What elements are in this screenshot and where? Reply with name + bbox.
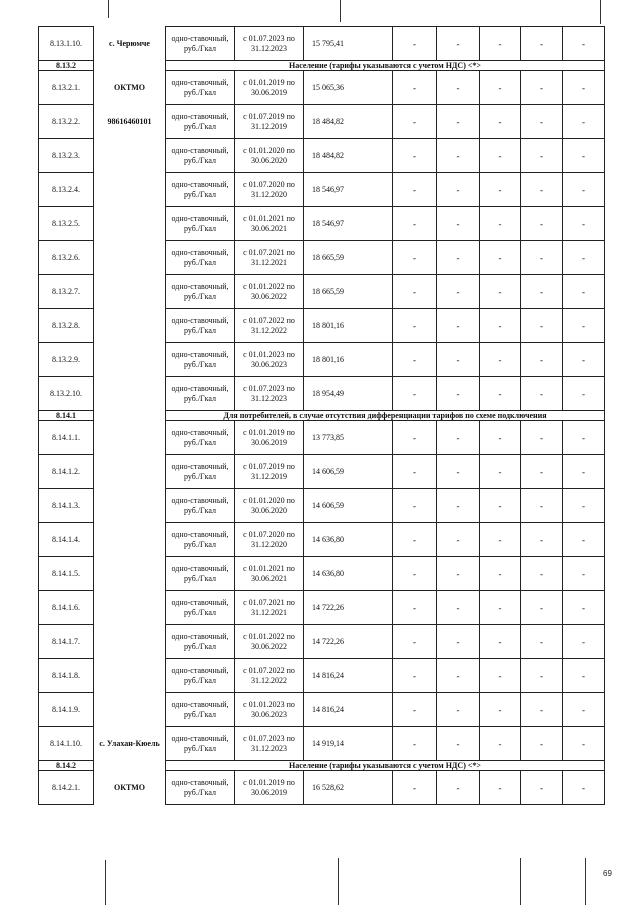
rate-type: одно-ставочный, руб./Гкал [166, 771, 235, 805]
empty-dash-cell: - [521, 105, 563, 139]
rate-type: одно-ставочный, руб./Гкал [166, 455, 235, 489]
settlement-cell [94, 591, 166, 625]
tariff-value: 14 636,80 [304, 523, 393, 557]
empty-dash-cell: - [521, 625, 563, 659]
tariff-row [39, 27, 605, 61]
rate-type: одно-ставочный, руб./Гкал [166, 625, 235, 659]
row-code: 8.14.1.9. [39, 693, 94, 727]
validity-period: с 01.01.2022 по 30.06.2022 [235, 275, 304, 309]
empty-dash-cell: - [437, 455, 480, 489]
empty-dash-cell: - [393, 207, 437, 241]
rate-type: одно-ставочный, руб./Гкал [166, 71, 235, 105]
rate-type: одно-ставочный, руб./Гкал [166, 241, 235, 275]
settlement-cell [94, 625, 166, 659]
rate-type: одно-ставочный, руб./Гкал [166, 275, 235, 309]
empty-dash-cell: - [393, 377, 437, 411]
settlement-cell [94, 523, 166, 557]
empty-dash-cell: - [480, 275, 521, 309]
rate-type: одно-ставочный, руб./Гкал [166, 343, 235, 377]
rate-type: одно-ставочный, руб./Гкал [166, 139, 235, 173]
tariff-value: 18 484,82 [304, 105, 393, 139]
empty-dash-cell: - [393, 139, 437, 173]
settlement-cell: 98616460101 [94, 105, 166, 139]
scan-artifact [600, 0, 601, 24]
validity-period: с 01.07.2022 по 31.12.2022 [235, 659, 304, 693]
row-code: 8.13.2.5. [39, 207, 94, 241]
tariff-row [39, 71, 605, 105]
empty-dash-cell: - [480, 591, 521, 625]
empty-dash-cell: - [393, 275, 437, 309]
rate-type: одно-ставочный, руб./Гкал [166, 693, 235, 727]
empty-dash-cell: - [437, 27, 480, 61]
empty-dash-cell: - [563, 71, 605, 105]
tariff-value: 14 816,24 [304, 659, 393, 693]
validity-period: с 01.01.2020 по 30.06.2020 [235, 139, 304, 173]
tariff-table-body [39, 27, 605, 805]
settlement-cell: с. Улахан-Кюель [94, 727, 166, 761]
empty-dash-cell: - [563, 557, 605, 591]
empty-dash-cell: - [480, 343, 521, 377]
empty-dash-cell: - [563, 139, 605, 173]
rate-type: одно-ставочный, руб./Гкал [166, 421, 235, 455]
row-code: 8.14.1.10. [39, 727, 94, 761]
empty-dash-cell: - [563, 377, 605, 411]
empty-dash-cell: - [521, 489, 563, 523]
empty-dash-cell: - [437, 693, 480, 727]
scan-artifact [585, 858, 586, 905]
empty-dash-cell: - [393, 659, 437, 693]
tariff-value: 16 528,62 [304, 771, 393, 805]
empty-dash-cell: - [480, 105, 521, 139]
tariff-value: 14 722,26 [304, 591, 393, 625]
empty-dash-cell: - [563, 241, 605, 275]
empty-dash-cell: - [393, 771, 437, 805]
tariff-row [39, 727, 605, 761]
tariff-table [38, 26, 605, 805]
empty-dash-cell: - [437, 625, 480, 659]
empty-dash-cell: - [393, 489, 437, 523]
validity-period: с 01.07.2021 по 31.12.2021 [235, 591, 304, 625]
settlement-cell [94, 241, 166, 275]
settlement-cell [94, 693, 166, 727]
empty-dash-cell: - [480, 727, 521, 761]
tariff-row [39, 173, 605, 207]
validity-period: с 01.01.2021 по 30.06.2021 [235, 557, 304, 591]
empty-dash-cell: - [563, 105, 605, 139]
settlement-cell [94, 309, 166, 343]
settlement-cell [94, 377, 166, 411]
empty-dash-cell: - [521, 659, 563, 693]
empty-dash-cell: - [563, 27, 605, 61]
empty-dash-cell: - [563, 489, 605, 523]
empty-dash-cell: - [437, 421, 480, 455]
empty-dash-cell: - [480, 309, 521, 343]
settlement-cell: с. Черюмче [94, 27, 166, 61]
validity-period: с 01.01.2020 по 30.06.2020 [235, 489, 304, 523]
empty-dash-cell: - [521, 591, 563, 625]
tariff-value: 18 801,16 [304, 343, 393, 377]
empty-dash-cell: - [521, 207, 563, 241]
section-header-row [39, 61, 605, 71]
tariff-row [39, 105, 605, 139]
row-code: 8.14.1.4. [39, 523, 94, 557]
row-code: 8.13.2.6. [39, 241, 94, 275]
empty-dash-cell: - [521, 139, 563, 173]
validity-period: с 01.07.2021 по 31.12.2021 [235, 241, 304, 275]
empty-dash-cell: - [437, 173, 480, 207]
empty-dash-cell: - [480, 71, 521, 105]
tariff-table-page [38, 26, 604, 805]
empty-dash-cell: - [563, 455, 605, 489]
tariff-value: 14 722,26 [304, 625, 393, 659]
empty-dash-cell: - [393, 625, 437, 659]
empty-dash-cell: - [521, 309, 563, 343]
empty-dash-cell: - [521, 275, 563, 309]
empty-dash-cell: - [563, 771, 605, 805]
settlement-cell [94, 489, 166, 523]
empty-dash-cell: - [480, 455, 521, 489]
empty-dash-cell: - [393, 71, 437, 105]
tariff-row [39, 489, 605, 523]
rate-type: одно-ставочный, руб./Гкал [166, 727, 235, 761]
validity-period: с 01.07.2019 по 31.12.2019 [235, 105, 304, 139]
empty-dash-cell: - [393, 455, 437, 489]
section-header-row [39, 761, 605, 771]
tariff-row [39, 139, 605, 173]
row-code: 8.13.2.3. [39, 139, 94, 173]
settlement-cell [94, 343, 166, 377]
tariff-value: 14 606,59 [304, 455, 393, 489]
empty-dash-cell: - [563, 207, 605, 241]
empty-dash-cell: - [480, 173, 521, 207]
tariff-value: 13 773,85 [304, 421, 393, 455]
settlement-cell [94, 557, 166, 591]
empty-dash-cell: - [521, 455, 563, 489]
scan-artifact [520, 858, 521, 905]
empty-dash-cell: - [521, 377, 563, 411]
empty-dash-cell: - [521, 173, 563, 207]
tariff-row [39, 455, 605, 489]
empty-dash-cell: - [393, 557, 437, 591]
section-header-row [39, 411, 605, 421]
tariff-row [39, 241, 605, 275]
empty-dash-cell: - [480, 771, 521, 805]
empty-dash-cell: - [480, 659, 521, 693]
tariff-value: 18 484,82 [304, 139, 393, 173]
empty-dash-cell: - [393, 27, 437, 61]
tariff-row [39, 309, 605, 343]
tariff-value: 18 546,97 [304, 173, 393, 207]
empty-dash-cell: - [521, 557, 563, 591]
empty-dash-cell: - [521, 27, 563, 61]
empty-dash-cell: - [563, 727, 605, 761]
empty-dash-cell: - [437, 309, 480, 343]
empty-dash-cell: - [563, 693, 605, 727]
empty-dash-cell: - [480, 377, 521, 411]
scan-artifact [338, 858, 339, 905]
section-title: Население (тарифы указываются с учетом НДС) <*> [166, 761, 605, 771]
tariff-row [39, 275, 605, 309]
tariff-value: 14 636,80 [304, 557, 393, 591]
validity-period: с 01.07.2019 по 31.12.2019 [235, 455, 304, 489]
tariff-value: 18 665,59 [304, 275, 393, 309]
scan-artifact [105, 860, 106, 905]
row-code: 8.13.2.8. [39, 309, 94, 343]
empty-dash-cell: - [480, 241, 521, 275]
tariff-row [39, 523, 605, 557]
tariff-value: 14 606,59 [304, 489, 393, 523]
tariff-row [39, 625, 605, 659]
empty-dash-cell: - [393, 309, 437, 343]
empty-dash-cell: - [563, 309, 605, 343]
rate-type: одно-ставочный, руб./Гкал [166, 27, 235, 61]
settlement-cell [94, 411, 166, 421]
empty-dash-cell: - [393, 173, 437, 207]
validity-period: с 01.01.2019 по 30.06.2019 [235, 421, 304, 455]
rate-type: одно-ставочный, руб./Гкал [166, 309, 235, 343]
empty-dash-cell: - [480, 207, 521, 241]
empty-dash-cell: - [437, 771, 480, 805]
empty-dash-cell: - [393, 343, 437, 377]
empty-dash-cell: - [480, 489, 521, 523]
empty-dash-cell: - [521, 343, 563, 377]
empty-dash-cell: - [437, 71, 480, 105]
empty-dash-cell: - [437, 275, 480, 309]
empty-dash-cell: - [393, 105, 437, 139]
empty-dash-cell: - [521, 241, 563, 275]
section-code: 8.14.1 [39, 411, 94, 421]
tariff-row [39, 693, 605, 727]
empty-dash-cell: - [393, 727, 437, 761]
tariff-value: 18 546,97 [304, 207, 393, 241]
page-number: 69 [603, 869, 612, 878]
validity-period: с 01.07.2020 по 31.12.2020 [235, 173, 304, 207]
section-code: 8.13.2 [39, 61, 94, 71]
empty-dash-cell: - [563, 659, 605, 693]
empty-dash-cell: - [393, 591, 437, 625]
empty-dash-cell: - [480, 693, 521, 727]
tariff-value: 15 065,36 [304, 71, 393, 105]
row-code: 8.13.2.9. [39, 343, 94, 377]
empty-dash-cell: - [563, 625, 605, 659]
validity-period: с 01.07.2023 по 31.12.2023 [235, 377, 304, 411]
rate-type: одно-ставочный, руб./Гкал [166, 489, 235, 523]
empty-dash-cell: - [480, 27, 521, 61]
row-code: 8.13.2.7. [39, 275, 94, 309]
empty-dash-cell: - [563, 275, 605, 309]
section-title: Для потребителей, в случае отсутствия дифференциации тарифов по схеме подключения [166, 411, 605, 421]
rate-type: одно-ставочный, руб./Гкал [166, 105, 235, 139]
empty-dash-cell: - [521, 693, 563, 727]
empty-dash-cell: - [393, 523, 437, 557]
empty-dash-cell: - [563, 421, 605, 455]
empty-dash-cell: - [480, 625, 521, 659]
empty-dash-cell: - [437, 523, 480, 557]
empty-dash-cell: - [521, 523, 563, 557]
rate-type: одно-ставочный, руб./Гкал [166, 557, 235, 591]
empty-dash-cell: - [437, 343, 480, 377]
tariff-row [39, 207, 605, 241]
validity-period: с 01.07.2022 по 31.12.2022 [235, 309, 304, 343]
tariff-value: 14 816,24 [304, 693, 393, 727]
row-code: 8.13.2.1. [39, 71, 94, 105]
empty-dash-cell: - [437, 207, 480, 241]
tariff-row [39, 421, 605, 455]
tariff-value: 15 795,41 [304, 27, 393, 61]
empty-dash-cell: - [480, 139, 521, 173]
empty-dash-cell: - [563, 591, 605, 625]
validity-period: с 01.01.2023 по 30.06.2023 [235, 343, 304, 377]
empty-dash-cell: - [521, 71, 563, 105]
settlement-cell [94, 207, 166, 241]
settlement-cell [94, 761, 166, 771]
empty-dash-cell: - [480, 421, 521, 455]
empty-dash-cell: - [563, 523, 605, 557]
settlement-cell: ОКТМО [94, 771, 166, 805]
row-code: 8.14.1.2. [39, 455, 94, 489]
empty-dash-cell: - [480, 523, 521, 557]
validity-period: с 01.01.2022 по 30.06.2022 [235, 625, 304, 659]
row-code: 8.14.1.7. [39, 625, 94, 659]
settlement-cell [94, 659, 166, 693]
row-code: 8.13.2.2. [39, 105, 94, 139]
tariff-value: 18 665,59 [304, 241, 393, 275]
tariff-value: 14 919,14 [304, 727, 393, 761]
row-code: 8.14.1.1. [39, 421, 94, 455]
scan-artifact [340, 0, 341, 22]
rate-type: одно-ставочный, руб./Гкал [166, 523, 235, 557]
row-code: 8.14.1.3. [39, 489, 94, 523]
validity-period: с 01.07.2020 по 31.12.2020 [235, 523, 304, 557]
settlement-cell [94, 173, 166, 207]
tariff-value: 18 801,16 [304, 309, 393, 343]
empty-dash-cell: - [393, 421, 437, 455]
tariff-row [39, 591, 605, 625]
row-code: 8.13.1.10. [39, 27, 94, 61]
settlement-cell [94, 61, 166, 71]
tariff-row [39, 771, 605, 805]
tariff-row [39, 377, 605, 411]
settlement-cell: ОКТМО [94, 71, 166, 105]
empty-dash-cell: - [437, 139, 480, 173]
empty-dash-cell: - [437, 489, 480, 523]
tariff-value: 18 954,49 [304, 377, 393, 411]
row-code: 8.14.1.8. [39, 659, 94, 693]
settlement-cell [94, 139, 166, 173]
empty-dash-cell: - [521, 421, 563, 455]
validity-period: с 01.07.2023 по 31.12.2023 [235, 27, 304, 61]
row-code: 8.14.2.1. [39, 771, 94, 805]
validity-period: с 01.01.2021 по 30.06.2021 [235, 207, 304, 241]
settlement-cell [94, 275, 166, 309]
validity-period: с 01.07.2023 по 31.12.2023 [235, 727, 304, 761]
validity-period: с 01.01.2019 по 30.06.2019 [235, 71, 304, 105]
empty-dash-cell: - [437, 241, 480, 275]
empty-dash-cell: - [563, 173, 605, 207]
empty-dash-cell: - [437, 105, 480, 139]
settlement-cell [94, 455, 166, 489]
validity-period: с 01.01.2023 по 30.06.2023 [235, 693, 304, 727]
row-code: 8.14.1.5. [39, 557, 94, 591]
empty-dash-cell: - [480, 557, 521, 591]
rate-type: одно-ставочный, руб./Гкал [166, 659, 235, 693]
empty-dash-cell: - [393, 693, 437, 727]
tariff-row [39, 557, 605, 591]
row-code: 8.14.1.6. [39, 591, 94, 625]
empty-dash-cell: - [563, 343, 605, 377]
empty-dash-cell: - [393, 241, 437, 275]
settlement-cell [94, 421, 166, 455]
empty-dash-cell: - [437, 377, 480, 411]
rate-type: одно-ставочный, руб./Гкал [166, 173, 235, 207]
row-code: 8.13.2.4. [39, 173, 94, 207]
validity-period: с 01.01.2019 по 30.06.2019 [235, 771, 304, 805]
empty-dash-cell: - [437, 659, 480, 693]
row-code: 8.13.2.10. [39, 377, 94, 411]
scan-artifact [108, 0, 109, 18]
empty-dash-cell: - [437, 557, 480, 591]
section-code: 8.14.2 [39, 761, 94, 771]
section-title: Население (тарифы указываются с учетом НДС) <*> [166, 61, 605, 71]
empty-dash-cell: - [521, 771, 563, 805]
empty-dash-cell: - [437, 591, 480, 625]
tariff-row [39, 659, 605, 693]
rate-type: одно-ставочный, руб./Гкал [166, 207, 235, 241]
tariff-row [39, 343, 605, 377]
rate-type: одно-ставочный, руб./Гкал [166, 591, 235, 625]
rate-type: одно-ставочный, руб./Гкал [166, 377, 235, 411]
empty-dash-cell: - [521, 727, 563, 761]
empty-dash-cell: - [437, 727, 480, 761]
